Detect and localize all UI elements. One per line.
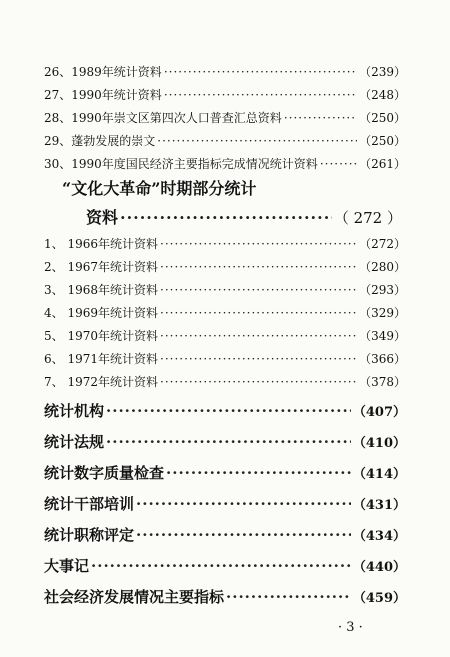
section-title-line2: 资料	[86, 208, 119, 227]
toc-entry	[44, 350, 406, 367]
toc-entry-page: （280）	[359, 260, 406, 274]
toc-entry-page: （378）	[359, 375, 406, 389]
leader-dots	[164, 65, 357, 79]
leader-dots	[160, 329, 357, 343]
toc-entry-label: 30、1990年度国民经济主要指标完成情况统计资料	[44, 157, 318, 171]
chapter-page: （459）	[352, 591, 406, 606]
chapter-page: （434）	[352, 529, 406, 544]
toc-entry-page: （261）	[359, 157, 406, 171]
leader-dots	[120, 208, 332, 227]
toc-entry-label: 6、 1971年统计资料	[44, 352, 158, 366]
chapter-label: 大事记	[44, 557, 90, 575]
leader-dots	[91, 557, 351, 575]
leader-dots	[160, 352, 357, 366]
toc-entry	[44, 235, 406, 252]
chapter-entry	[44, 524, 406, 545]
toc-entry-label: 3、 1968年统计资料	[44, 283, 158, 297]
chapter-entry	[44, 493, 406, 514]
toc-entry-page: （293）	[359, 283, 406, 297]
section-title-line1: “文化大革命”时期部分统计	[62, 179, 257, 198]
toc-entry-label: 29、蓬勃发展的崇文	[44, 134, 156, 148]
toc-entry-label: 5、 1970年统计资料	[44, 329, 158, 343]
toc-entry-label: 2、 1967年统计资料	[44, 260, 158, 274]
chapter-entry	[44, 586, 406, 607]
toc-entry-label: 7、 1972年统计资料	[44, 375, 158, 389]
leader-dots	[160, 375, 357, 389]
chapter-label: 统计职称评定	[44, 526, 135, 544]
toc-entry	[44, 109, 406, 126]
chapter-label: 统计法规	[44, 433, 105, 451]
toc-entry	[44, 258, 406, 275]
toc-entry	[44, 132, 406, 149]
toc-entry-page: （248）	[359, 88, 406, 102]
toc-entry	[44, 281, 406, 298]
leader-dots	[136, 526, 351, 544]
chapter-page: （440）	[352, 560, 406, 575]
leader-dots	[164, 88, 357, 102]
toc-entry-page: （239）	[359, 65, 406, 79]
toc-entry	[44, 86, 406, 103]
toc-entry-label: 4、 1969年统计资料	[44, 306, 158, 320]
chapter-label: 统计机构	[44, 402, 105, 420]
toc-entry	[44, 327, 406, 344]
toc-entry-page: （250）	[359, 134, 406, 148]
chapter-page: （431）	[352, 498, 406, 513]
toc-entry-page: （329）	[359, 306, 406, 320]
leader-dots	[166, 464, 351, 482]
toc-entry-label: 28、1990年崇文区第四次人口普查汇总资料	[44, 111, 282, 125]
leader-dots	[160, 260, 357, 274]
toc-entry	[44, 373, 406, 390]
chapter-label: 社会经济发展情况主要指标	[44, 588, 225, 606]
toc-entry-page: （250）	[359, 111, 406, 125]
leader-dots	[160, 306, 357, 320]
section-title-row	[86, 205, 402, 228]
toc-entry-label: 26、1989年统计资料	[44, 65, 162, 79]
toc-entry	[44, 63, 406, 80]
chapter-page: （407）	[352, 405, 406, 420]
toc-entry-page: （272）	[359, 237, 406, 251]
leader-dots	[284, 111, 357, 125]
chapter-label: 统计干部培训	[44, 495, 135, 513]
leader-dots	[160, 237, 357, 251]
leader-dots	[320, 157, 357, 171]
chapter-label: 统计数字质量检查	[44, 464, 165, 482]
leader-dots	[106, 402, 351, 420]
toc-entry	[44, 304, 406, 321]
toc-entry-page: （349）	[359, 329, 406, 343]
toc-entry-label: 27、1990年统计资料	[44, 88, 162, 102]
chapter-entry	[44, 400, 406, 421]
leader-dots	[226, 588, 351, 606]
chapter-entry	[44, 462, 406, 483]
leader-dots	[160, 283, 357, 297]
chapter-page: （410）	[352, 436, 406, 451]
toc-entry	[44, 155, 406, 172]
leader-dots	[157, 134, 357, 148]
chapter-page: （414）	[352, 467, 406, 482]
chapter-entry	[44, 431, 406, 452]
leader-dots	[136, 495, 351, 513]
section-page: （ 272 ）	[333, 209, 402, 227]
toc-entry-page: （366）	[359, 352, 406, 366]
page-number: · 3 ·	[338, 620, 363, 635]
leader-dots	[106, 433, 351, 451]
toc-entry-label: 1、 1966年统计资料	[44, 237, 158, 251]
chapter-entry	[44, 555, 406, 576]
